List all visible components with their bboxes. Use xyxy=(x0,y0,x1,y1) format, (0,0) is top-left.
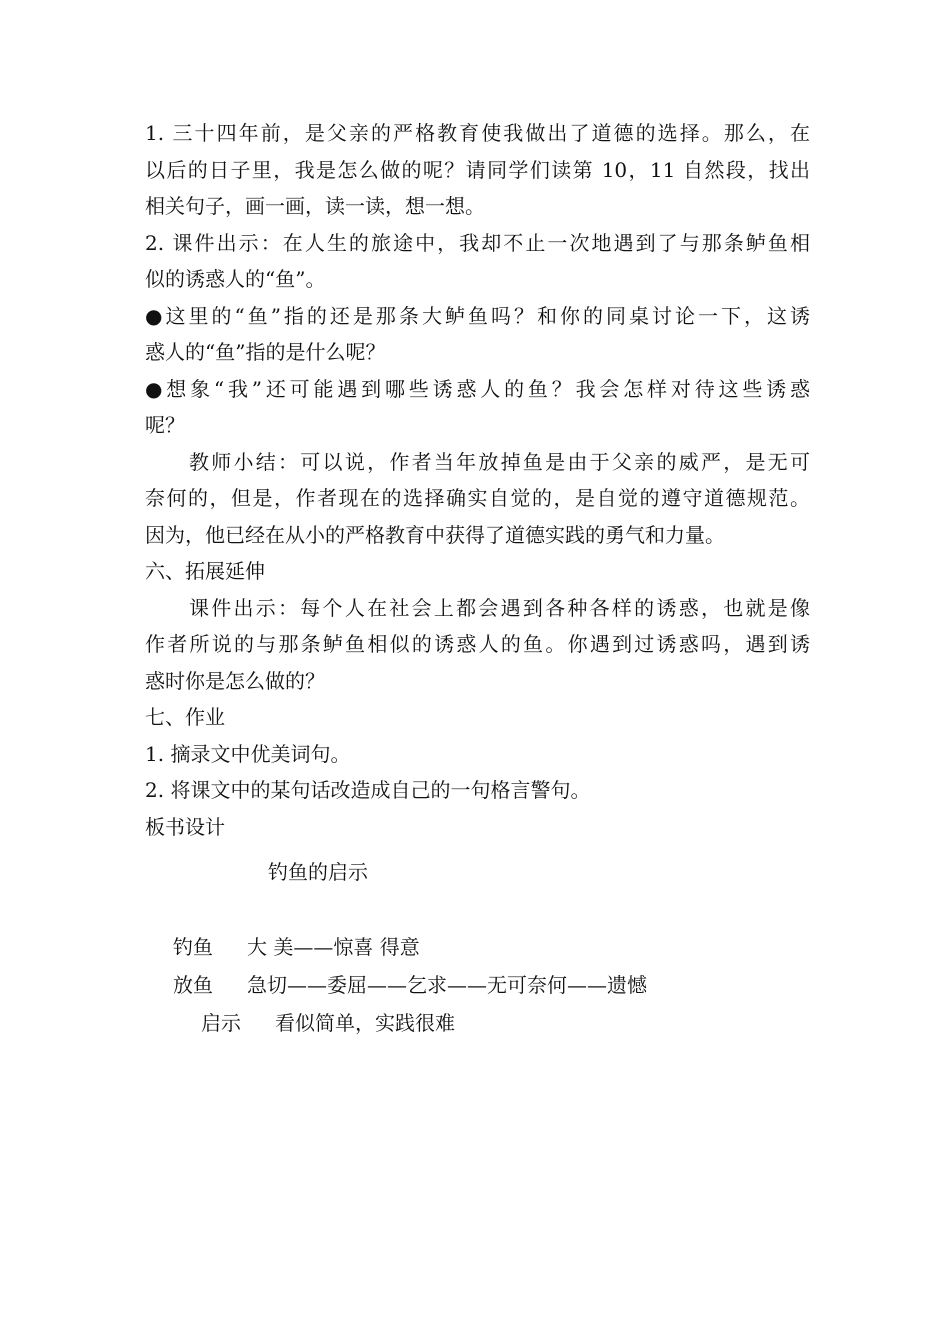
text-line: 相关句子，画一画，读一读，想一想。 xyxy=(145,194,485,218)
board-row-value: 看似简单，实践很难 xyxy=(275,1011,455,1035)
bullet-line: ●这里的“鱼”指的还是那条大鲈鱼吗？和你的同桌讨论一下，这诱 xyxy=(145,303,810,328)
homework-item: 1. 摘录文中优美词句。 xyxy=(145,741,351,766)
text-line: 似的诱惑人的“鱼”。 xyxy=(145,267,326,291)
text-line: 作者所说的与那条鲈鱼相似的诱惑人的鱼。你遇到过诱惑吗，遇到诱 xyxy=(145,632,810,656)
summary-line: 奈何的，但是，作者现在的选择确实自觉的，是自觉的遵守道德规范。 xyxy=(145,486,810,510)
homework-item: 2. 将课文中的某句话改造成自己的一句格言警句。 xyxy=(145,778,591,802)
board-row xyxy=(173,966,647,1004)
text-line: 惑人的“鱼”指的是什么呢？ xyxy=(145,340,386,364)
text-line: 呢？ xyxy=(145,413,185,437)
section-heading: 六、拓展延伸 xyxy=(145,559,265,583)
board-row-key: 钓鱼 xyxy=(173,935,213,959)
summary-line: 因为，他已经在从小的严格教育中获得了道德实践的勇气和力量。 xyxy=(145,522,725,547)
board-row-key: 启示 xyxy=(201,1011,241,1035)
text-line: 以后的日子里，我是怎么做的呢？请同学们读第 10，11 自然段，找出 xyxy=(145,157,810,182)
bullet-line: ●想象“我”还可能遇到哪些诱惑人的鱼？我会怎样对待这些诱惑 xyxy=(145,376,810,401)
text-line: 课件出示：每个人在社会上都会遇到各种各样的诱惑，也就是像 xyxy=(189,595,810,620)
board-row-value: 急切——委屈——乞求——无可奈何——遗憾 xyxy=(247,973,647,997)
text-line: 1. 三十四年前，是父亲的严格教育使我做出了道德的选择。那么，在 xyxy=(145,121,810,145)
board-row-value: 大 美——惊喜 得意 xyxy=(247,935,420,959)
section-heading: 板书设计 xyxy=(145,814,225,839)
board-title: 钓鱼的启示 xyxy=(268,860,368,884)
section-heading: 七、作业 xyxy=(145,705,225,729)
text-line: 2. 课件出示：在人生的旅途中，我却不止一次地遇到了与那条鲈鱼相 xyxy=(145,230,810,255)
board-row-key: 放鱼 xyxy=(173,973,213,997)
board-row xyxy=(201,1004,455,1042)
text-line: 惑时你是怎么做的？ xyxy=(145,668,325,693)
summary-line: 教师小结：可以说，作者当年放掉鱼是由于父亲的威严，是无可 xyxy=(189,449,810,474)
document-body xyxy=(145,115,810,845)
board-row xyxy=(173,928,420,966)
